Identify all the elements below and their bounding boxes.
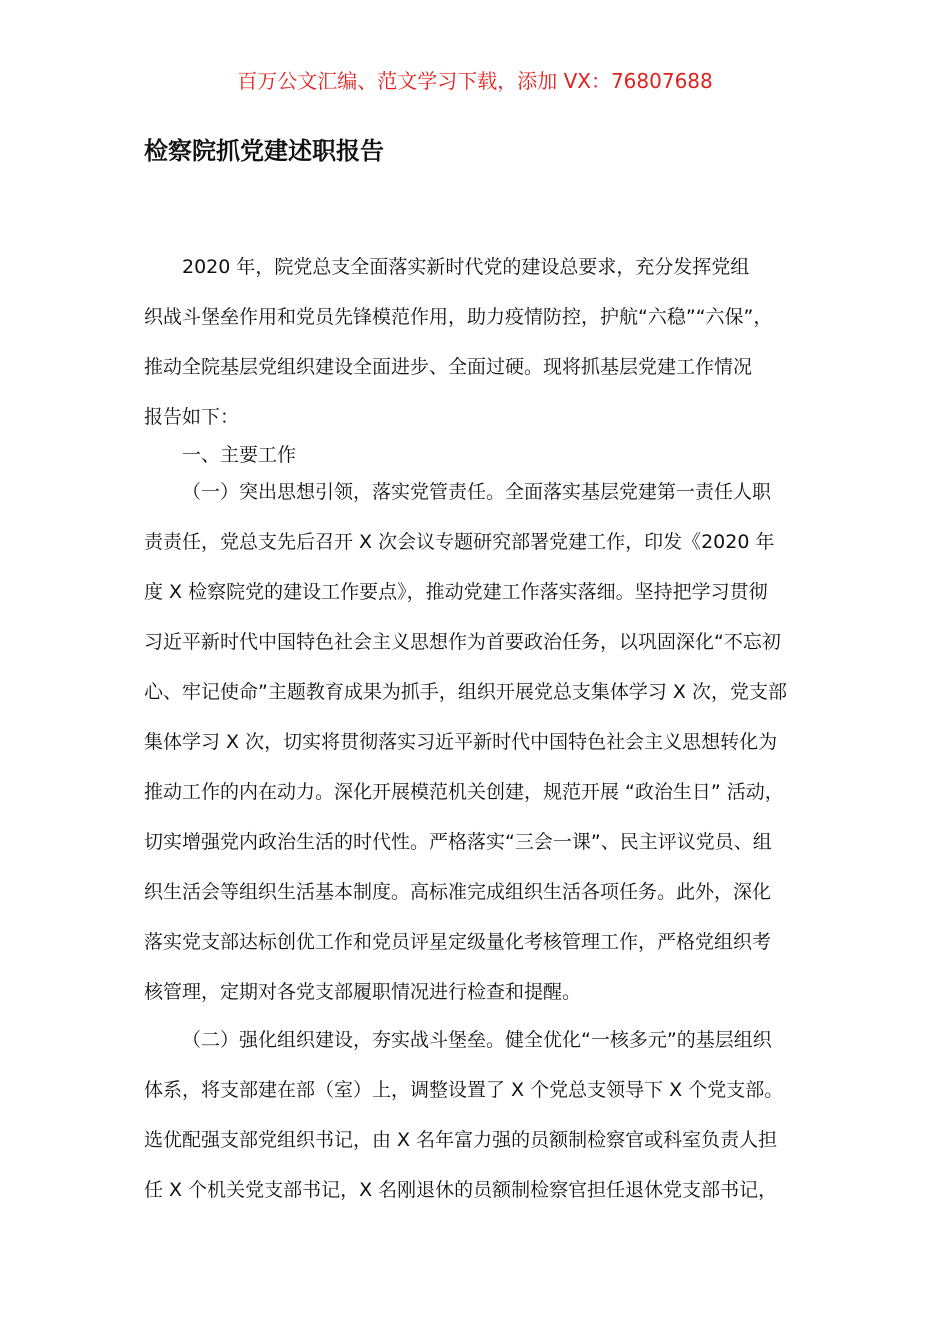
paragraph-line: 选优配强支部党组织书记，由 X 名年富力强的员额制检察官或科室负责人担	[144, 1129, 778, 1151]
paragraph-line: （一）突出思想引领，落实党管责任。全面落实基层党建第一责任人职	[182, 481, 772, 503]
document-title: 检察院抓党建述职报告	[144, 136, 384, 165]
intro-line: 2020 年，院党总支全面落实新时代党的建设总要求，充分发挥党组	[182, 256, 750, 278]
section-1-paragraph-1	[144, 467, 828, 1017]
header-note: 百万公文汇编、范文学习下载，添加 VX：76807688	[237, 69, 713, 93]
intro-line: 推动全院基层党组织建设全面进步、全面过硬。现将抓基层党建工作情况	[144, 356, 753, 378]
intro-line: 织战斗堡垒作用和党员先锋模范作用，助力疫情防控，护航“六稳”“六保”，	[144, 306, 773, 328]
paragraph-line: 度 X 检察院党的建设工作要点》，推动党建工作落实落细。坚持把学习贯彻	[144, 581, 768, 603]
paragraph-line: 织生活会等组织生活基本制度。高标准完成组织生活各项任务。此外，深化	[144, 881, 772, 903]
paragraph-line: 切实增强党内政治生活的时代性。严格落实“三会一课”、民主评议党员、组	[144, 831, 772, 853]
intro-paragraph	[144, 242, 828, 442]
intro-line: 报告如下：	[144, 406, 240, 428]
paragraph-line: 落实党支部达标创优工作和党员评星定级量化考核管理工作，严格党组织考	[144, 931, 772, 953]
section-1-paragraph-2	[144, 1015, 828, 1215]
paragraph-line: 任 X 个机关党支部书记，X 名刚退休的员额制检察官担任退休党支部书记，	[144, 1179, 778, 1201]
paragraph-line: 责责任，党总支先后召开 X 次会议专题研究部署党建工作，印发《2020 年	[144, 531, 775, 553]
paragraph-line: 集体学习 X 次，切实将贯彻落实习近平新时代中国特色社会主义思想转化为	[144, 731, 778, 753]
paragraph-line: （二）强化组织建设，夯实战斗堡垒。健全优化“一核多元”的基层组织	[182, 1029, 772, 1051]
section-heading: 一、主要工作	[182, 444, 297, 466]
paragraph-line: 推动工作的内在动力。深化开展模范机关创建，规范开展 “政治生日” 活动，	[144, 781, 784, 803]
paragraph-line: 习近平新时代中国特色社会主义思想作为首要政治任务，以巩固深化“不忘初	[144, 631, 781, 653]
paragraph-line: 体系，将支部建在部（室）上，调整设置了 X 个党总支领导下 X 个党支部。	[144, 1079, 784, 1101]
paragraph-line: 心、牢记使命”主题教育成果为抓手，组织开展党总支集体学习 X 次，党支部	[144, 681, 787, 703]
paragraph-line: 核管理，定期对各党支部履职情况进行检查和提醒。	[144, 981, 582, 1003]
